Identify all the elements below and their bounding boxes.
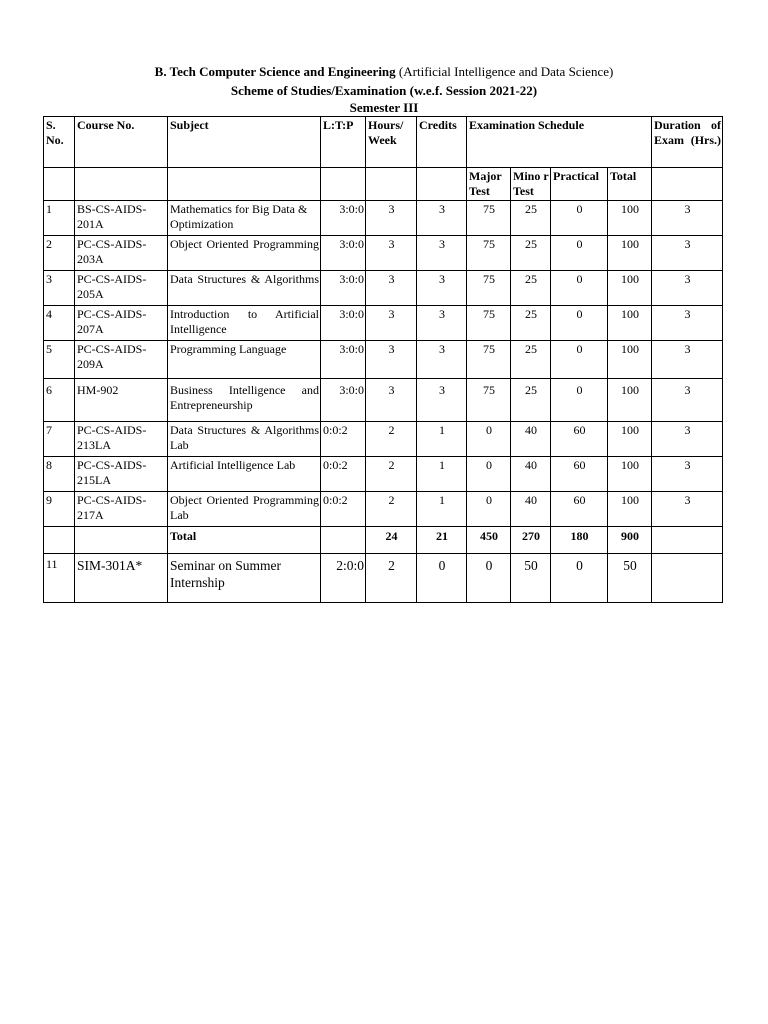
course-code-cell: PC-CS-AIDS-213LA bbox=[75, 422, 168, 457]
subject-cell: Data Structures & Algorithms Lab bbox=[168, 422, 321, 457]
total-cell: 100 bbox=[608, 422, 652, 457]
total-minor-test: 270 bbox=[511, 527, 551, 554]
sno-cell: 8 bbox=[44, 457, 75, 492]
total-credits: 21 bbox=[417, 527, 467, 554]
practical-cell: 0 bbox=[551, 271, 608, 306]
hours-cell: 2 bbox=[366, 554, 417, 603]
total-marks: 900 bbox=[608, 527, 652, 554]
title-specialization: (Artificial Intelligence and Data Science) bbox=[398, 64, 614, 79]
subject-cell: Object Oriented Programming bbox=[168, 236, 321, 271]
document-title bbox=[0, 63, 768, 80]
col-header-duration: Duration of Exam (Hrs.) bbox=[652, 117, 723, 168]
blank-cell bbox=[168, 168, 321, 201]
practical-cell: 60 bbox=[551, 422, 608, 457]
hours-cell: 3 bbox=[366, 341, 417, 379]
ltp-cell: 2:0:0 bbox=[321, 554, 366, 603]
total-hours: 24 bbox=[366, 527, 417, 554]
duration-cell: 3 bbox=[652, 422, 723, 457]
blank-cell bbox=[321, 527, 366, 554]
major-test-cell: 0 bbox=[467, 492, 511, 527]
hours-cell: 3 bbox=[366, 306, 417, 341]
course-row bbox=[44, 201, 723, 236]
col-header-minor-test: Mino r Test bbox=[511, 168, 551, 201]
credits-cell: 1 bbox=[417, 457, 467, 492]
course-code-cell: PC-CS-AIDS-207A bbox=[75, 306, 168, 341]
ltp-cell: 0:0:2 bbox=[321, 457, 366, 492]
scheme-subtitle: Scheme of Studies/Examination (w.e.f. Session 2021-22) bbox=[230, 83, 538, 98]
total-cell: 100 bbox=[608, 341, 652, 379]
ltp-cell: 0:0:2 bbox=[321, 422, 366, 457]
sno-cell: 4 bbox=[44, 306, 75, 341]
subject-cell: Introduction to Artificial Intelligence bbox=[168, 306, 321, 341]
total-cell: 100 bbox=[608, 271, 652, 306]
subject-cell: Object Oriented Programming Lab bbox=[168, 492, 321, 527]
ltp-cell: 3:0:0 bbox=[321, 271, 366, 306]
subject-cell: Mathematics for Big Data & Optimization bbox=[168, 201, 321, 236]
course-code-cell: HM-902 bbox=[75, 379, 168, 422]
course-row bbox=[44, 341, 723, 379]
course-code-cell: PC-CS-AIDS-215LA bbox=[75, 457, 168, 492]
hours-cell: 3 bbox=[366, 379, 417, 422]
course-code-cell: PC-CS-AIDS-209A bbox=[75, 341, 168, 379]
col-header-sno: S. No. bbox=[44, 117, 75, 168]
credits-cell: 3 bbox=[417, 379, 467, 422]
course-code-cell: PC-CS-AIDS-217A bbox=[75, 492, 168, 527]
title-main: B. Tech Computer Science and Engineering bbox=[154, 64, 396, 79]
practical-cell: 0 bbox=[551, 341, 608, 379]
blank-cell bbox=[417, 168, 467, 201]
duration-cell: 3 bbox=[652, 201, 723, 236]
hours-cell: 3 bbox=[366, 271, 417, 306]
blank-cell bbox=[366, 168, 417, 201]
total-cell: 100 bbox=[608, 236, 652, 271]
duration-cell: 3 bbox=[652, 379, 723, 422]
ltp-cell: 0:0:2 bbox=[321, 492, 366, 527]
minor-test-cell: 50 bbox=[511, 554, 551, 603]
total-cell: 100 bbox=[608, 201, 652, 236]
credits-cell: 0 bbox=[417, 554, 467, 603]
ltp-cell: 3:0:0 bbox=[321, 306, 366, 341]
subject-cell: Seminar on Summer Internship bbox=[168, 554, 321, 603]
ltp-cell: 3:0:0 bbox=[321, 201, 366, 236]
course-row bbox=[44, 271, 723, 306]
major-test-cell: 75 bbox=[467, 201, 511, 236]
course-code-cell: PC-CS-AIDS-203A bbox=[75, 236, 168, 271]
col-header-hours: Hours/ Week bbox=[366, 117, 417, 168]
duration-cell: 3 bbox=[652, 306, 723, 341]
col-header-course: Course No. bbox=[75, 117, 168, 168]
sno-cell: 3 bbox=[44, 271, 75, 306]
duration-cell: 3 bbox=[652, 457, 723, 492]
duration-cell: 3 bbox=[652, 236, 723, 271]
subject-cell: Data Structures & Algorithms bbox=[168, 271, 321, 306]
sno-cell: 5 bbox=[44, 341, 75, 379]
blank-cell bbox=[75, 527, 168, 554]
semester-heading: Semester III bbox=[349, 100, 419, 115]
sno-cell: 6 bbox=[44, 379, 75, 422]
ltp-cell: 3:0:0 bbox=[321, 379, 366, 422]
major-test-cell: 75 bbox=[467, 271, 511, 306]
course-row bbox=[44, 457, 723, 492]
sno-cell: 11 bbox=[44, 554, 75, 603]
credits-cell: 3 bbox=[417, 341, 467, 379]
major-test-cell: 0 bbox=[467, 422, 511, 457]
hours-cell: 2 bbox=[366, 457, 417, 492]
duration-cell: 3 bbox=[652, 492, 723, 527]
sno-cell: 2 bbox=[44, 236, 75, 271]
header-row bbox=[44, 117, 723, 168]
col-header-ltp: L:T:P bbox=[321, 117, 366, 168]
course-row bbox=[44, 236, 723, 271]
minor-test-cell: 40 bbox=[511, 492, 551, 527]
hours-cell: 2 bbox=[366, 492, 417, 527]
col-header-practical: Practical bbox=[551, 168, 608, 201]
major-test-cell: 0 bbox=[467, 554, 511, 603]
col-header-total: Total bbox=[608, 168, 652, 201]
credits-cell: 3 bbox=[417, 271, 467, 306]
subheader-row bbox=[44, 168, 723, 201]
col-header-credits: Credits bbox=[417, 117, 467, 168]
practical-cell: 60 bbox=[551, 492, 608, 527]
minor-test-cell: 25 bbox=[511, 271, 551, 306]
blank-cell bbox=[652, 527, 723, 554]
col-header-subject: Subject bbox=[168, 117, 321, 168]
ltp-cell: 3:0:0 bbox=[321, 341, 366, 379]
subject-cell: Artificial Intelligence Lab bbox=[168, 457, 321, 492]
col-header-exam-schedule: Examination Schedule bbox=[467, 117, 652, 168]
course-row bbox=[44, 492, 723, 527]
ltp-cell: 3:0:0 bbox=[321, 236, 366, 271]
course-row bbox=[44, 422, 723, 457]
total-major-test: 450 bbox=[467, 527, 511, 554]
minor-test-cell: 25 bbox=[511, 379, 551, 422]
total-label: Total bbox=[168, 527, 321, 554]
hours-cell: 2 bbox=[366, 422, 417, 457]
course-code-cell: BS-CS-AIDS-201A bbox=[75, 201, 168, 236]
duration-cell: 3 bbox=[652, 271, 723, 306]
total-cell: 100 bbox=[608, 492, 652, 527]
practical-cell: 60 bbox=[551, 457, 608, 492]
course-row bbox=[44, 379, 723, 422]
course-code-cell: SIM-301A* bbox=[75, 554, 168, 603]
duration-cell bbox=[652, 554, 723, 603]
scheme-table bbox=[43, 116, 723, 603]
duration-cell: 3 bbox=[652, 341, 723, 379]
total-cell: 100 bbox=[608, 457, 652, 492]
hours-cell: 3 bbox=[366, 236, 417, 271]
practical-cell: 0 bbox=[551, 306, 608, 341]
practical-cell: 0 bbox=[551, 201, 608, 236]
course-row bbox=[44, 306, 723, 341]
course-code-cell: PC-CS-AIDS-205A bbox=[75, 271, 168, 306]
major-test-cell: 75 bbox=[467, 341, 511, 379]
major-test-cell: 75 bbox=[467, 306, 511, 341]
practical-cell: 0 bbox=[551, 236, 608, 271]
blank-cell bbox=[75, 168, 168, 201]
sno-cell: 7 bbox=[44, 422, 75, 457]
practical-cell: 0 bbox=[551, 379, 608, 422]
minor-test-cell: 40 bbox=[511, 457, 551, 492]
credits-cell: 1 bbox=[417, 422, 467, 457]
total-cell: 100 bbox=[608, 306, 652, 341]
subject-cell: Programming Language bbox=[168, 341, 321, 379]
blank-cell bbox=[321, 168, 366, 201]
major-test-cell: 75 bbox=[467, 236, 511, 271]
total-practical: 180 bbox=[551, 527, 608, 554]
subject-cell: Business Intelligence and Entrepreneurship bbox=[168, 379, 321, 422]
sno-cell: 1 bbox=[44, 201, 75, 236]
minor-test-cell: 25 bbox=[511, 201, 551, 236]
minor-test-cell: 25 bbox=[511, 341, 551, 379]
minor-test-cell: 40 bbox=[511, 422, 551, 457]
practical-cell: 0 bbox=[551, 554, 608, 603]
major-test-cell: 0 bbox=[467, 457, 511, 492]
minor-test-cell: 25 bbox=[511, 236, 551, 271]
blank-cell bbox=[44, 527, 75, 554]
total-cell: 50 bbox=[608, 554, 652, 603]
credits-cell: 1 bbox=[417, 492, 467, 527]
total-row bbox=[44, 527, 723, 554]
sno-cell: 9 bbox=[44, 492, 75, 527]
total-cell: 100 bbox=[608, 379, 652, 422]
blank-cell bbox=[44, 168, 75, 201]
internship-row bbox=[44, 554, 723, 603]
credits-cell: 3 bbox=[417, 236, 467, 271]
credits-cell: 3 bbox=[417, 306, 467, 341]
col-header-major-test: Major Test bbox=[467, 168, 511, 201]
blank-cell bbox=[652, 168, 723, 201]
hours-cell: 3 bbox=[366, 201, 417, 236]
major-test-cell: 75 bbox=[467, 379, 511, 422]
minor-test-cell: 25 bbox=[511, 306, 551, 341]
credits-cell: 3 bbox=[417, 201, 467, 236]
